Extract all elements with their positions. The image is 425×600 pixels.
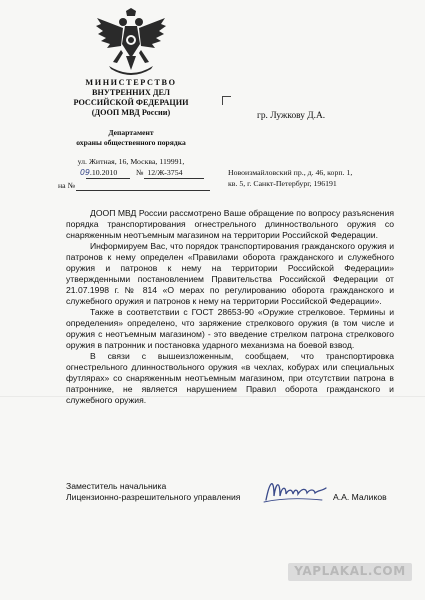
recipient-address-line-1: Новоизмайловский пр., д. 46, корп. 1, bbox=[228, 168, 353, 177]
signer-name: А.А. Маликов bbox=[333, 492, 387, 502]
body-paragraph-1: ДООП МВД России рассмотрено Ваше обращение по вопросу разъяснения порядка транспортирования огнестрельного длинноствольного оружия со снаряженным неотъемным магазином на территории Российской Федерации. bbox=[66, 208, 394, 240]
date-underline bbox=[86, 178, 130, 179]
handwritten-signature bbox=[262, 474, 330, 506]
signer-title-line-2: Лицензионно-разрешительного управления bbox=[66, 492, 241, 502]
recipient-address bbox=[228, 167, 408, 189]
reference-label: на № bbox=[58, 181, 76, 190]
ministry-line-1: МИНИСТЕРСТВО bbox=[85, 78, 177, 87]
sender-address: ул. Житная, 16, Москва, 119991, bbox=[77, 157, 185, 166]
letter-body bbox=[66, 208, 394, 406]
body-paragraph-3: Также в соответствии с ГОСТ 28653-90 «Оружие стрелковое. Термины и определения» определено, что заряжение стрелкового оружия (в том числе и оружия с неотъемным магазином) - это введение стрелком патрона стрелкового оружия в патронник и постановка ударного механизма на боевой взвод. bbox=[66, 307, 394, 350]
site-watermark bbox=[288, 563, 412, 581]
address-corner-mark bbox=[222, 96, 231, 105]
department-block bbox=[46, 128, 216, 147]
reference-underline bbox=[76, 190, 210, 191]
department-line-1: Департамент bbox=[108, 128, 154, 137]
date-printed: .10.2010 bbox=[89, 168, 118, 177]
body-paragraph-4: В связи с вышеизложенным, сообщаем, что транспортировка огнестрельного длинноствольного оружия «в чехлах, кобурах или специальных футлярах» со снаряженным неотъемным магазином, при отсутствии патрона в патроннике, не является нарушением Правил оборота гражданского и служебного оружия. bbox=[66, 351, 394, 405]
reference-line bbox=[58, 181, 218, 190]
recipient-address-line-2: кв. 5, г. Санкт-Петербург, 196191 bbox=[228, 179, 337, 188]
recipient-name: гр. Лужкову Д.А. bbox=[257, 111, 326, 121]
watermark-text: YAPLAKAL.COM bbox=[294, 564, 406, 578]
mvd-eagle-emblem-icon bbox=[95, 8, 167, 78]
department-line-2: охраны общественного порядка bbox=[76, 137, 186, 147]
registration-date bbox=[80, 168, 117, 177]
registration-line bbox=[58, 168, 218, 180]
signer-title bbox=[66, 481, 240, 503]
ministry-name-block bbox=[46, 78, 216, 118]
ministry-line-2: ВНУТРЕННИХ ДЕЛ bbox=[92, 88, 170, 97]
date-handwritten: 09 bbox=[80, 168, 90, 177]
body-paragraph-2: Информируем Вас, что порядок транспортирования гражданского оружия и патронов к нему определен «Правилами оборота гражданского и служебного оружия и патронов к нему на территории Российской Федерации» утвержденными постановлением Правительства Российской Федерации от 21.07.1998 г. № 814 «О мерах по регулированию оборота гражданского и служебного оружия и патронов к нему на территории Российской Федерации». bbox=[66, 241, 394, 306]
signer-title-line-1: Заместитель начальника bbox=[66, 481, 167, 491]
number-underline bbox=[144, 178, 204, 179]
number-value: 12/Ж-3754 bbox=[147, 168, 183, 177]
ministry-line-3: РОССИЙСКОЙ ФЕДЕРАЦИИ bbox=[73, 98, 189, 107]
ministry-line-4: (ДООП МВД России) bbox=[91, 108, 171, 117]
number-prefix: № bbox=[136, 168, 144, 177]
registration-number bbox=[136, 168, 183, 177]
